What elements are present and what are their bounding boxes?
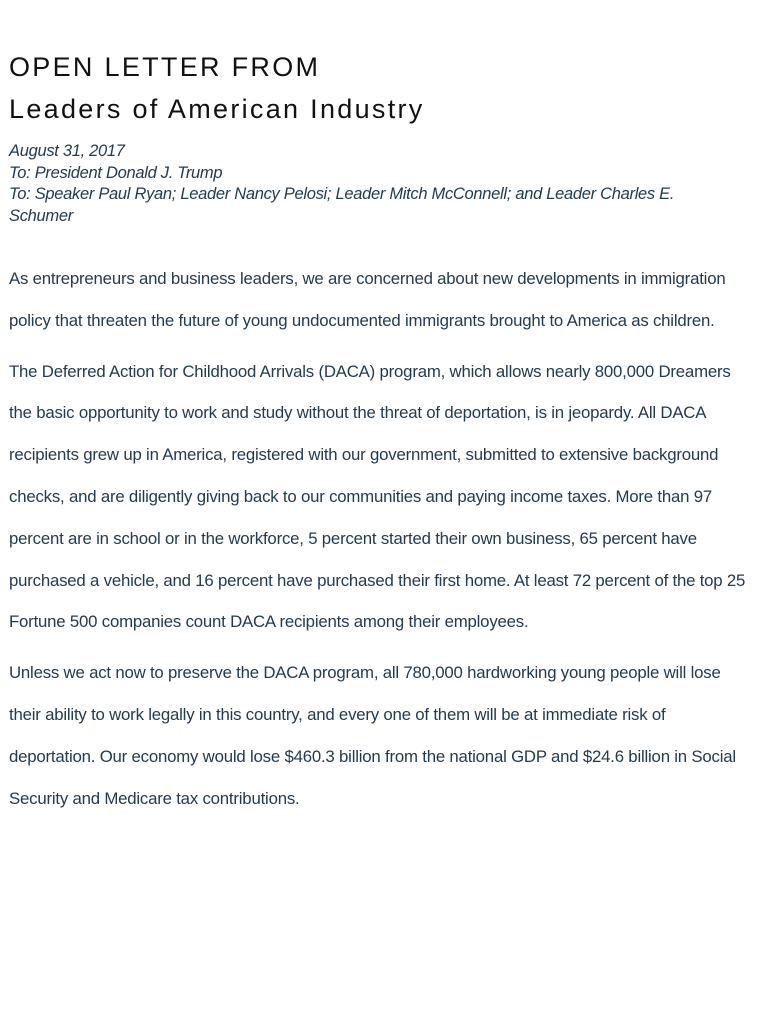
letter-body bbox=[9, 258, 749, 819]
paragraph-3: Unless we act now to preserve the DACA program, all 780,000 hardworking young people will lose their ability to work legally in this country, and every one of them will be at immediate risk of deportation. Our economy would lose $460.3 billion from the national GDP and $24.6 billion in Social Security and Medicare tax contributions. bbox=[9, 663, 736, 808]
letter-date: August 31, 2017 bbox=[9, 142, 125, 160]
open-letter bbox=[9, 46, 749, 828]
letter-recipient-president: To: President Donald J. Trump bbox=[9, 163, 223, 182]
letter-recipient-leaders: To: Speaker Paul Ryan; Leader Nancy Pelosi; Leader Mitch McConnell; and Leader Charles E. Schumer bbox=[9, 185, 675, 225]
paragraph-1: As entrepreneurs and business leaders, we are concerned about new developments in immigration policy that threaten the future of young undocumented immigrants brought to America as children. bbox=[9, 269, 726, 330]
paragraph-2: The Deferred Action for Childhood Arrivals (DACA) program, which allows nearly 800,000 Dreamers the basic opportunity to work and study without the threat of deportation, is in jeopardy. All DACA recipients grew up in America, registered with our government, submitted to extensive background checks, and are diligently giving back to our communities and paying income taxes. More than 97 percent are in school or in the workforce, 5 percent started their own business, 65 percent have purchased a vehicle, and 16 percent have purchased their first home. At least 72 percent of the top 25 Fortune 500 companies count DACA recipients among their employees. bbox=[9, 361, 746, 632]
letter-title-line-1: OPEN LETTER FROM bbox=[9, 52, 321, 82]
letter-header bbox=[9, 141, 699, 227]
letter-title-line-2: Leaders of American Industry bbox=[9, 94, 425, 124]
